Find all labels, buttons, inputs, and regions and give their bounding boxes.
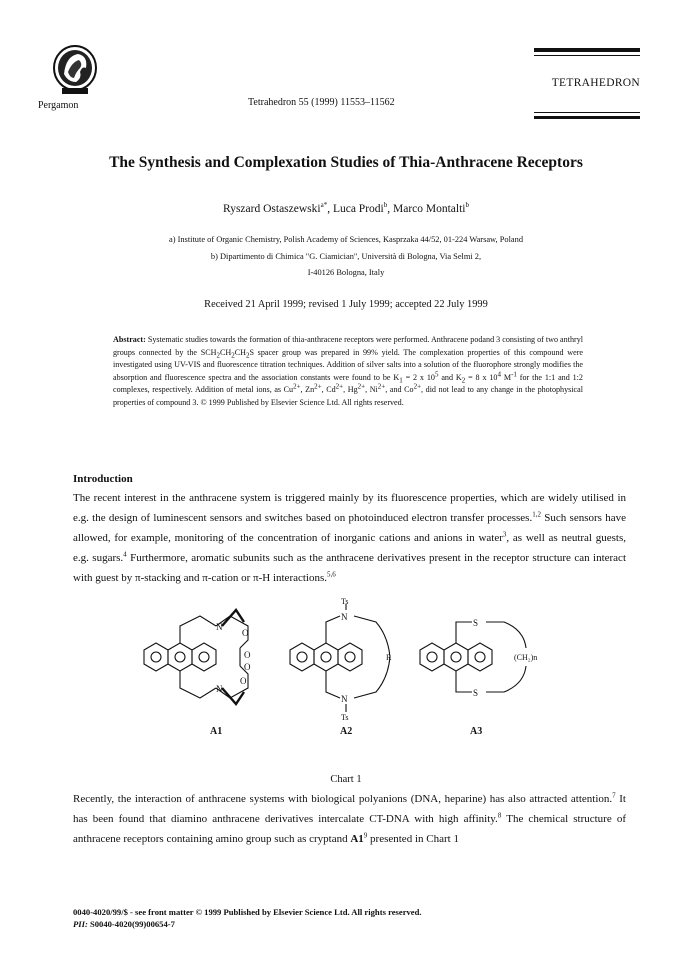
abstract-text: CH	[234, 347, 246, 357]
structure-a3	[420, 622, 526, 692]
journal-reference: Tetrahedron 55 (1999) 11553–11562	[248, 97, 395, 108]
author-name: Marco Montalti	[392, 203, 466, 215]
abstract-superscript: 2+	[314, 382, 322, 391]
author-affiliation-mark: b	[465, 201, 469, 210]
paragraph-text: Recently, the interaction of anthracene systems with biological polyanions (DNA, heparine) has also attracted attention.	[73, 793, 613, 805]
abstract-subscript: 1	[399, 376, 403, 385]
header-rule-top	[534, 48, 640, 52]
citation-ref: 8	[497, 811, 502, 820]
abstract-text: , did not lead to any change in the photophysical properties of compound 3. © 1999 Published by Elsevier Science Ltd. All rights reserved.	[113, 385, 583, 407]
paragraph-text: presented in Chart 1	[367, 833, 459, 845]
compound-reference: A1	[350, 833, 364, 845]
author-affiliation-mark: b	[383, 201, 388, 210]
spacer-label: (CH₂)n	[514, 653, 538, 662]
abstract-subscript: 2	[216, 351, 220, 360]
chart-caption: Chart 1	[330, 774, 362, 785]
author-name: Ryszard Ostaszewski	[223, 203, 321, 215]
abstract-text: = 8 x 10	[465, 372, 498, 382]
copyright-line: 0040-4020/99/$ - see front matter © 1999 Published by Elsevier Science Ltd. All rights reserved.	[73, 907, 422, 917]
atom-label-s: S	[473, 688, 479, 698]
abstract-text: , Cd	[321, 385, 336, 395]
compound-label-a2: A2	[340, 726, 353, 737]
intro-paragraph-1	[73, 488, 626, 588]
structure-a1	[144, 610, 248, 704]
author-affiliation-mark: a*	[320, 201, 328, 210]
compound-label-a3: A3	[470, 726, 483, 737]
paragraph-text: The recent interest in the anthracene system is triggered mainly by its fluorescence properties, which are widely utilised in e.g. the design of luminescent sensors and switches based on photoinduced electron transfer processes.	[73, 492, 626, 524]
abstract-text: , Hg	[343, 385, 358, 395]
abstract-superscript: 2+	[335, 382, 344, 391]
abstract-subscript: 2	[461, 376, 466, 385]
received-dates: Received 21 April 1999; revised 1 July 1999; accepted 22 July 1999	[204, 299, 488, 310]
paper-title: The Synthesis and Complexation Studies of Thia-Anthracene Receptors	[109, 154, 583, 171]
tosyl-label: Ts	[341, 597, 349, 606]
compound-label-a1: A1	[210, 726, 223, 737]
affiliation-b-city: I-40126 Bologna, Italy	[307, 268, 385, 277]
section-heading-introduction: Introduction	[73, 473, 133, 485]
atom-label-o: O	[244, 662, 251, 672]
pii-line	[73, 918, 422, 930]
author-list: Ryszard Ostaszewski$^{a*}$, Luca Prodi$^b$, Marco Montalti$^b$	[223, 201, 469, 215]
abstract-subscript: 2	[245, 351, 250, 360]
citation-ref: 7	[612, 791, 616, 800]
abstract-text: and K	[438, 372, 462, 382]
pii-label: PII:	[73, 919, 88, 929]
abstract-superscript: 2+	[357, 382, 366, 391]
abstract-superscript: 2+	[293, 382, 301, 391]
atom-label-n: N	[341, 694, 348, 704]
abstract-text: , and Co	[385, 385, 414, 395]
abstract-text: for the 1:1 and 1:2 complexes, respectively. Addition of metal ions, as Cu	[113, 372, 583, 395]
citation-ref: 1,2	[532, 510, 541, 519]
atom-label-o: O	[244, 650, 251, 660]
journal-name: TETRAHEDRON	[551, 77, 640, 89]
publisher-logo	[52, 44, 98, 96]
group-label-r: R	[386, 653, 392, 662]
abstract-subscript: 2	[231, 351, 235, 360]
atom-label-o: O	[242, 628, 249, 638]
page-footer	[73, 906, 422, 930]
citation-ref: 4	[123, 550, 127, 559]
atom-label-n: N	[341, 612, 348, 622]
abstract	[113, 334, 583, 410]
paragraph-text: Furthermore, aromatic subunits such as the anthracene derivatives present in the receptor structure can interact with guest by π-stacking and π-cation or π-H interactions.	[73, 552, 626, 584]
abstract-text: S spacer group was prepared in 99% yield. The complexation properties of this compound were investigated using UV-VIS and fluorescence titration techniques. Addition of silver salts into a solution of the fluorophore strongly modifies the absorption and fluorescence spectra and the association constants were found to be K	[113, 347, 583, 382]
header-rule-bottom	[534, 116, 640, 119]
abstract-text: , Zn	[300, 385, 315, 395]
abstract-superscript: 2+	[377, 382, 386, 391]
pii-value: S0040-4020(99)00654-7	[87, 919, 175, 929]
header-rule-bottom-thin	[534, 112, 640, 113]
abstract-superscript: 4	[497, 370, 501, 379]
abstract-text: CH	[219, 347, 232, 357]
paragraph-text: , as well as neutral guests, e.g. sugars.	[73, 532, 626, 564]
affiliation-b: b) Dipartimento di Chimica "G. Ciamician", Università di Bologna, Via Selmi 2,	[210, 252, 482, 261]
abstract-label: Abstract:	[113, 335, 146, 344]
affiliation-a: a) Institute of Organic Chemistry, Polish Academy of Sciences, Kasprzaka 44/52, 01-224 Warsaw, Poland	[168, 235, 524, 244]
abstract-text: = 2 x 10	[402, 372, 435, 382]
paragraph-text: Such sensors have allowed, for example, monitoring of the concentration of inorganic cations and anions in water	[73, 512, 626, 544]
atom-label-o: O	[240, 676, 247, 686]
author-name: Luca Prodi	[332, 203, 384, 215]
tosyl-label: Ts	[341, 713, 349, 722]
atom-label-n: N	[216, 622, 223, 632]
citation-ref: 9	[363, 831, 368, 840]
abstract-superscript: -1	[511, 370, 517, 379]
publisher-name: Pergamon	[38, 100, 79, 111]
atom-label-s: S	[473, 618, 479, 628]
structure-a2	[290, 604, 390, 712]
citation-ref: 5,6	[327, 570, 336, 579]
abstract-text: , Ni	[365, 385, 378, 395]
citation-ref: 3	[502, 530, 507, 539]
abstract-superscript: 2+	[413, 382, 422, 391]
paragraph-text: The chemical structure of anthracene receptors containing amino group such as cryptand	[73, 813, 627, 845]
chart-1-structures	[140, 596, 570, 766]
intro-paragraph-2	[73, 789, 626, 849]
abstract-text: M	[500, 372, 512, 382]
paragraph-text: It has been found that diamino anthracene derivatives intercalate CT-DNA with high affinity.	[73, 793, 626, 825]
abstract-text: Systematic studies towards the formation of thia-anthracene receptors were performed. Anthracene podand 3 consisting of two anthryl groups connected by the SCH	[113, 335, 583, 357]
header-rule-top-thin	[534, 55, 640, 56]
atom-label-n: N	[216, 684, 223, 694]
abstract-superscript: 5	[434, 370, 439, 379]
